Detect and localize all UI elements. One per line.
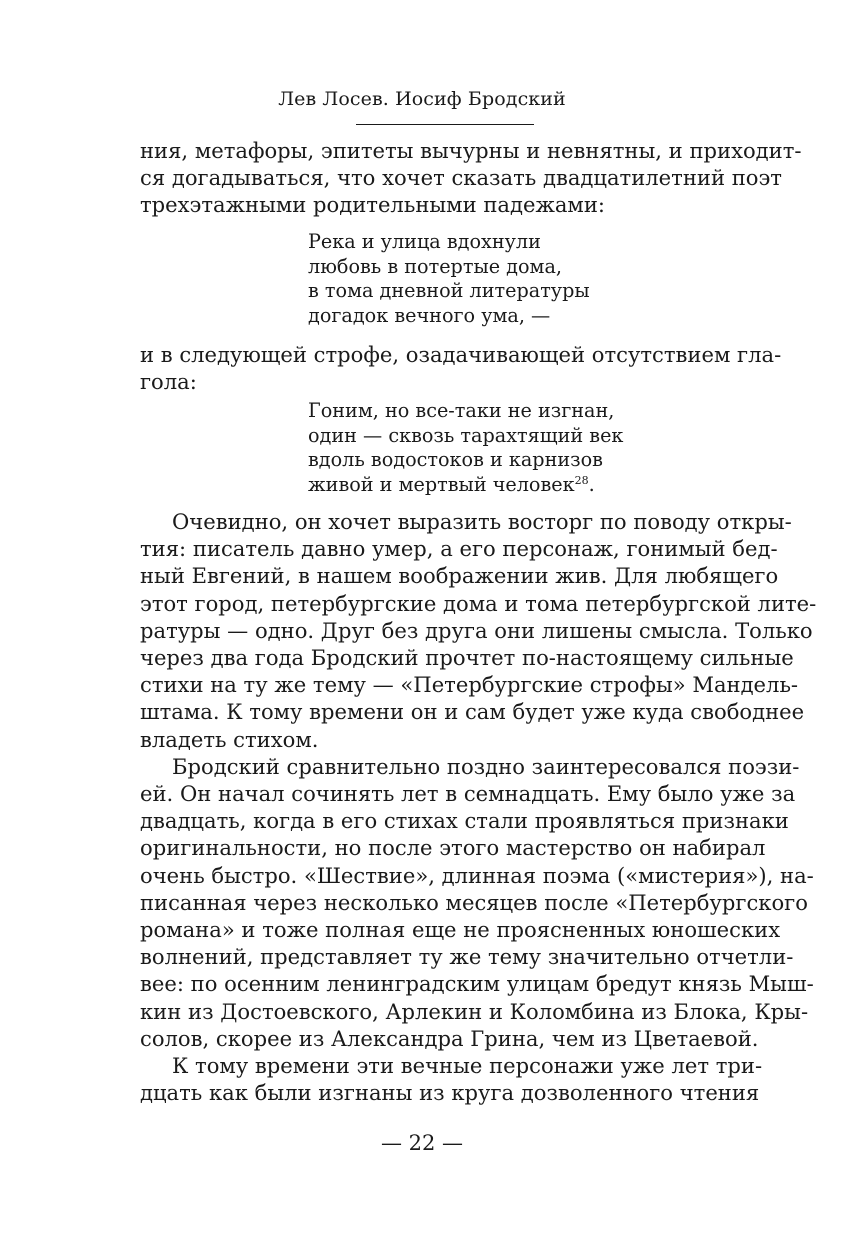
text-line: ся догадываться, что хочет сказать двадцатилетний поэт bbox=[140, 165, 782, 191]
text-line: волнений, представляет ту же тему значительно отчетли- bbox=[140, 944, 794, 970]
verse-line: Гоним, но все-таки не изгнан, bbox=[308, 399, 615, 422]
text-line: дцать как были изгнаны из круга дозволенного чтения bbox=[140, 1080, 760, 1106]
verse-line: в тома дневной литературы bbox=[308, 279, 590, 303]
text-line: ный Евгений, в нашем воображении жив. Для любящего bbox=[140, 563, 779, 589]
text-line: гола: bbox=[140, 369, 197, 395]
paragraph-2 bbox=[140, 341, 782, 395]
text-line: очень быстро. «Шествие», длинная поэма («мистерия»), на- bbox=[140, 862, 814, 888]
verse-quote-1 bbox=[308, 230, 590, 329]
text-line: К тому времени эти вечные персонажи уже лет три- bbox=[172, 1053, 763, 1079]
paragraph-continuation bbox=[140, 137, 802, 219]
text-line: ей. Он начал сочинять лет в семнадцать. Ему было уже за bbox=[140, 781, 796, 807]
text-line: писанная через несколько месяцев после «Петербургского bbox=[140, 889, 808, 915]
verse-line: любовь в потертые дома, bbox=[308, 254, 563, 278]
verse-line: вдоль водостоков и карнизов bbox=[308, 448, 603, 472]
text-line: штама. К тому времени он и сам будет уже куда свободнее bbox=[140, 699, 805, 725]
text-line: ния, метафоры, эпитеты вычурны и невнятны, и приходит- bbox=[140, 138, 802, 163]
verse-line: догадок вечного ума, — bbox=[308, 304, 551, 328]
paragraph-3 bbox=[140, 508, 817, 1106]
text-line: и в следующей строфе, озадачивающей отсутствием гла- bbox=[140, 342, 782, 367]
text-line: романа» и тоже полная еще не проясненных юношеских bbox=[140, 917, 781, 943]
text-line: через два года Бродский прочтет по-настоящему сильные bbox=[140, 645, 794, 671]
text-line: двадцать, когда в его стихах стали проявляться признаки bbox=[140, 808, 789, 834]
text-line: кин из Достоевского, Арлекин и Коломбина из Блока, Кры- bbox=[140, 998, 809, 1024]
text-line: ратуры — одно. Друг без друга они лишены смысла. Только bbox=[140, 617, 813, 643]
running-title: Лев Лосев. Иосиф Бродский bbox=[278, 88, 566, 110]
text-line: этот город, петербургские дома и тома петербургской лите- bbox=[140, 590, 817, 616]
text-line: Очевидно, он хочет выразить восторг по поводу откры- bbox=[172, 509, 792, 534]
text-line: вее: по осенним ленинградским улицам бредут князь Мыш- bbox=[140, 971, 814, 997]
text-line: Бродский сравнительно поздно заинтересовался поэзи- bbox=[172, 753, 800, 779]
header-divider bbox=[356, 124, 534, 125]
verse-line: Река и улица вдохнули bbox=[308, 230, 541, 253]
text-line: тия: писатель давно умер, а его персонаж, гонимый бед- bbox=[140, 536, 778, 562]
text-line: солов, скорее из Александра Грина, чем из Цветаевой. bbox=[140, 1025, 759, 1051]
footnote-reference[interactable]: 28 bbox=[574, 474, 589, 488]
page-number: — 22 — bbox=[380, 1131, 464, 1155]
verse-line: один — сквозь тарахтящий век bbox=[308, 423, 624, 447]
text-line: владеть стихом. bbox=[140, 726, 319, 752]
verse-end-punctuation: . bbox=[588, 473, 595, 497]
text-line: оригинальности, но после этого мастерство он набирал bbox=[140, 835, 766, 861]
verse-line-text: живой и мертвый человек bbox=[308, 473, 575, 497]
text-line: трехэтажными родительными падежами: bbox=[140, 192, 605, 218]
verse-quote-2 bbox=[308, 399, 623, 498]
verse-line-last bbox=[308, 473, 623, 498]
text-line: стихи на ту же тему — «Петербургские строфы» Мандель- bbox=[140, 672, 799, 698]
